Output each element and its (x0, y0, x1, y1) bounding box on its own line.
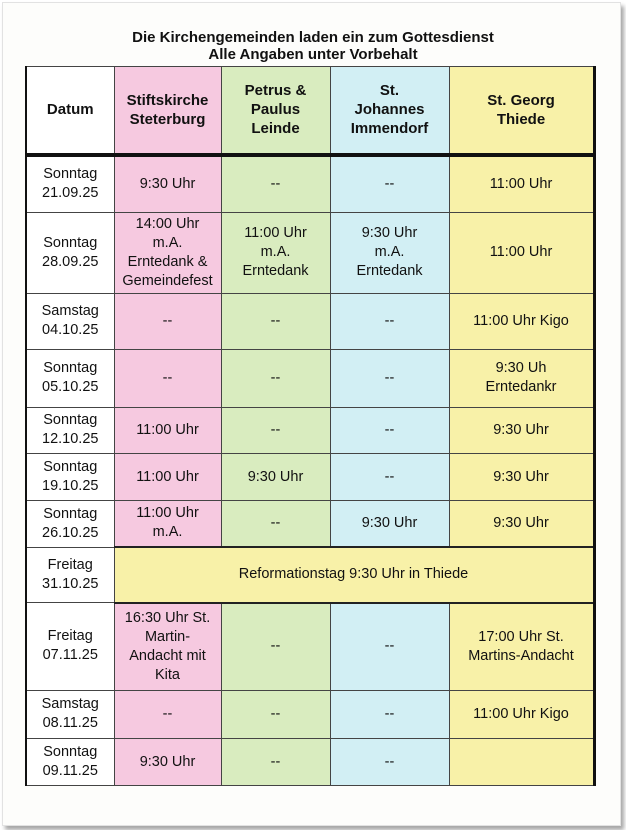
header-line: Leinde (251, 120, 300, 138)
service-text: 9:30 Uhr (139, 753, 196, 770)
weekday-label: Sonntag (43, 505, 98, 522)
date-label: 26.10.25 (42, 524, 99, 541)
service-text: 11:00 Uhr (136, 468, 199, 485)
table-row (26, 690, 594, 739)
cell-st-georg (449, 739, 594, 786)
cell-st-johannes (330, 690, 449, 739)
date-label: 19.10.25 (42, 478, 99, 495)
service-text: -- (162, 312, 173, 329)
cell-date (26, 212, 114, 293)
service-text: -- (384, 638, 395, 655)
cell-stiftskirche (114, 349, 221, 407)
cell-petrus-paulus (221, 454, 330, 501)
cell-st-georg (449, 603, 594, 690)
cell-date (26, 407, 114, 454)
cell-stiftskirche (114, 603, 221, 690)
cell-petrus-paulus (221, 739, 330, 786)
cell-petrus-paulus (221, 690, 330, 739)
table-row (26, 212, 594, 293)
service-text: 9:30 Uhr (139, 175, 196, 192)
cell-petrus-paulus (221, 349, 330, 407)
service-text: 14:00 Uhr (135, 215, 200, 232)
service-text: -- (384, 369, 395, 386)
service-text: m.A. (152, 234, 183, 251)
table-row (26, 739, 594, 786)
cell-st-johannes (330, 155, 449, 213)
table-header-row (26, 67, 594, 155)
weekday-label: Sonntag (43, 166, 98, 183)
page-subtitle: Alle Angaben unter Vorbehalt (208, 46, 418, 63)
date-label: 04.10.25 (42, 322, 99, 339)
cell-petrus-paulus (221, 293, 330, 349)
service-schedule-table (25, 66, 596, 786)
cell-st-johannes (330, 739, 449, 786)
service-text: -- (270, 175, 281, 192)
date-label: 28.09.25 (42, 253, 99, 270)
weekday-label: Freitag (47, 628, 93, 645)
table-row (26, 349, 594, 407)
service-text: -- (162, 705, 173, 722)
cell-petrus-paulus (221, 155, 330, 213)
cell-st-johannes (330, 349, 449, 407)
service-text: -- (270, 638, 281, 655)
page-title: Die Kirchengemeinden laden ein zum Gottesdienst (132, 29, 494, 46)
service-text: 9:30 Uhr (493, 468, 549, 485)
cell-date (26, 349, 114, 407)
date-label: 12.10.25 (42, 431, 99, 448)
cell-stiftskirche (114, 293, 221, 349)
table-row (26, 547, 594, 603)
service-text: -- (270, 514, 281, 531)
header-line: St. Georg (487, 91, 555, 109)
service-text: 9:30 Uhr (493, 514, 549, 531)
service-text: 11:00 Uhr (489, 175, 553, 192)
service-text: Erntedank (242, 263, 309, 280)
weekday-label: Sonntag (43, 412, 98, 429)
reformation-banner: Reformationstag 9:30 Uhr in Thiede (114, 547, 594, 603)
weekday-label: Sonntag (43, 234, 98, 251)
service-text: Martins-Andacht (468, 647, 574, 664)
cell-st-johannes (330, 454, 449, 501)
weekday-label: Samstag (41, 696, 99, 713)
service-text: 9:30 Uhr (493, 421, 549, 438)
cell-st-georg (449, 500, 594, 547)
service-text: 11:00 Uhr (244, 225, 307, 242)
service-text: Gemeindefest (122, 272, 213, 289)
cell-petrus-paulus (221, 407, 330, 454)
table-row (26, 603, 594, 690)
service-text: Kita (155, 666, 180, 683)
weekday-label: Sonntag (43, 360, 98, 377)
cell-petrus-paulus (221, 500, 330, 547)
cell-date (26, 500, 114, 547)
cell-petrus-paulus (221, 603, 330, 690)
date-label: 08.11.25 (42, 715, 98, 732)
service-text: -- (384, 175, 395, 192)
service-text: -- (270, 312, 281, 329)
cell-st-johannes (330, 500, 449, 547)
column-header-petrus-paulus (221, 67, 330, 155)
service-text: -- (270, 753, 281, 770)
cell-st-georg (449, 407, 594, 454)
service-text: -- (384, 421, 395, 438)
cell-st-georg (449, 349, 594, 407)
cell-date (26, 155, 114, 213)
cell-stiftskirche (114, 739, 221, 786)
header-line: Stiftskirche (126, 91, 209, 109)
service-text: -- (270, 705, 281, 722)
cell-stiftskirche (114, 690, 221, 739)
cell-date (26, 690, 114, 739)
service-text: Andacht mit (129, 647, 206, 664)
service-text: 9:30 Uh (495, 360, 547, 377)
service-text: -- (384, 312, 395, 329)
service-text: 9:30 Uhr (361, 225, 418, 242)
service-text: Erntedankr (485, 379, 557, 396)
service-text: 11:00 Uhr (136, 505, 199, 522)
service-text: m.A. (260, 244, 291, 261)
cell-st-georg (449, 212, 594, 293)
cell-petrus-paulus (221, 212, 330, 293)
date-label: 21.09.25 (42, 185, 99, 202)
cell-st-georg (449, 293, 594, 349)
cell-stiftskirche (114, 155, 221, 213)
table-row (26, 407, 594, 454)
cell-st-georg (449, 155, 594, 213)
cell-date (26, 454, 114, 501)
cell-st-georg (449, 454, 594, 501)
weekday-label: Samstag (41, 303, 99, 320)
cell-date (26, 293, 114, 349)
cell-st-johannes (330, 212, 449, 293)
table-row (26, 155, 594, 213)
cell-stiftskirche (114, 500, 221, 547)
service-text: 16:30 Uhr St. (124, 609, 211, 626)
cell-st-johannes (330, 407, 449, 454)
cell-stiftskirche (114, 454, 221, 501)
service-text: 9:30 Uhr (361, 514, 418, 531)
header-line: Petrus & (244, 82, 307, 100)
weekday-label: Sonntag (43, 744, 98, 761)
column-header-date: Datum (26, 67, 114, 155)
header-line: Immendorf (350, 120, 429, 138)
service-text: -- (270, 369, 281, 386)
date-label: 31.10.25 (42, 575, 99, 592)
cell-st-johannes (330, 603, 449, 690)
service-text: 17:00 Uhr St. (478, 628, 564, 645)
weekday-label: Freitag (47, 556, 93, 573)
service-text: Martin- (144, 628, 191, 645)
date-label: 09.11.25 (42, 763, 98, 780)
service-text: -- (384, 753, 395, 770)
header-line: St. (379, 82, 400, 100)
schedule-body (26, 155, 594, 786)
service-text: Erntedank & (127, 253, 208, 270)
cell-stiftskirche (114, 407, 221, 454)
service-text: 11:00 Uhr Kigo (473, 312, 569, 329)
header-line: Steterburg (129, 110, 206, 128)
table-row (26, 293, 594, 349)
service-text: 11:00 Uhr (489, 244, 553, 261)
service-text: 11:00 Uhr Kigo (473, 705, 569, 722)
cell-stiftskirche (114, 212, 221, 293)
service-text: -- (384, 705, 395, 722)
service-text: -- (162, 369, 173, 386)
service-text: m.A. (374, 244, 405, 261)
header-line: Johannes (354, 101, 425, 119)
cell-st-georg (449, 690, 594, 739)
service-text: 11:00 Uhr (136, 421, 199, 438)
cell-date (26, 547, 114, 603)
weekday-label: Sonntag (43, 459, 98, 476)
column-header-st-georg (449, 67, 594, 155)
cell-date (26, 603, 114, 690)
table-row (26, 454, 594, 501)
date-label: 07.11.25 (42, 647, 98, 664)
date-label: 05.10.25 (42, 379, 99, 396)
service-text: -- (384, 468, 395, 485)
cell-st-johannes (330, 293, 449, 349)
column-header-stiftskirche (114, 67, 221, 155)
service-text: Erntedank (356, 263, 423, 280)
column-header-st-johannes (330, 67, 449, 155)
service-text: 9:30 Uhr (247, 468, 304, 485)
service-text: m.A. (152, 524, 183, 541)
service-text: -- (270, 421, 281, 438)
table-row (26, 500, 594, 547)
header-line: Paulus (250, 101, 301, 119)
cell-date (26, 739, 114, 786)
header-line: Thiede (496, 110, 546, 128)
